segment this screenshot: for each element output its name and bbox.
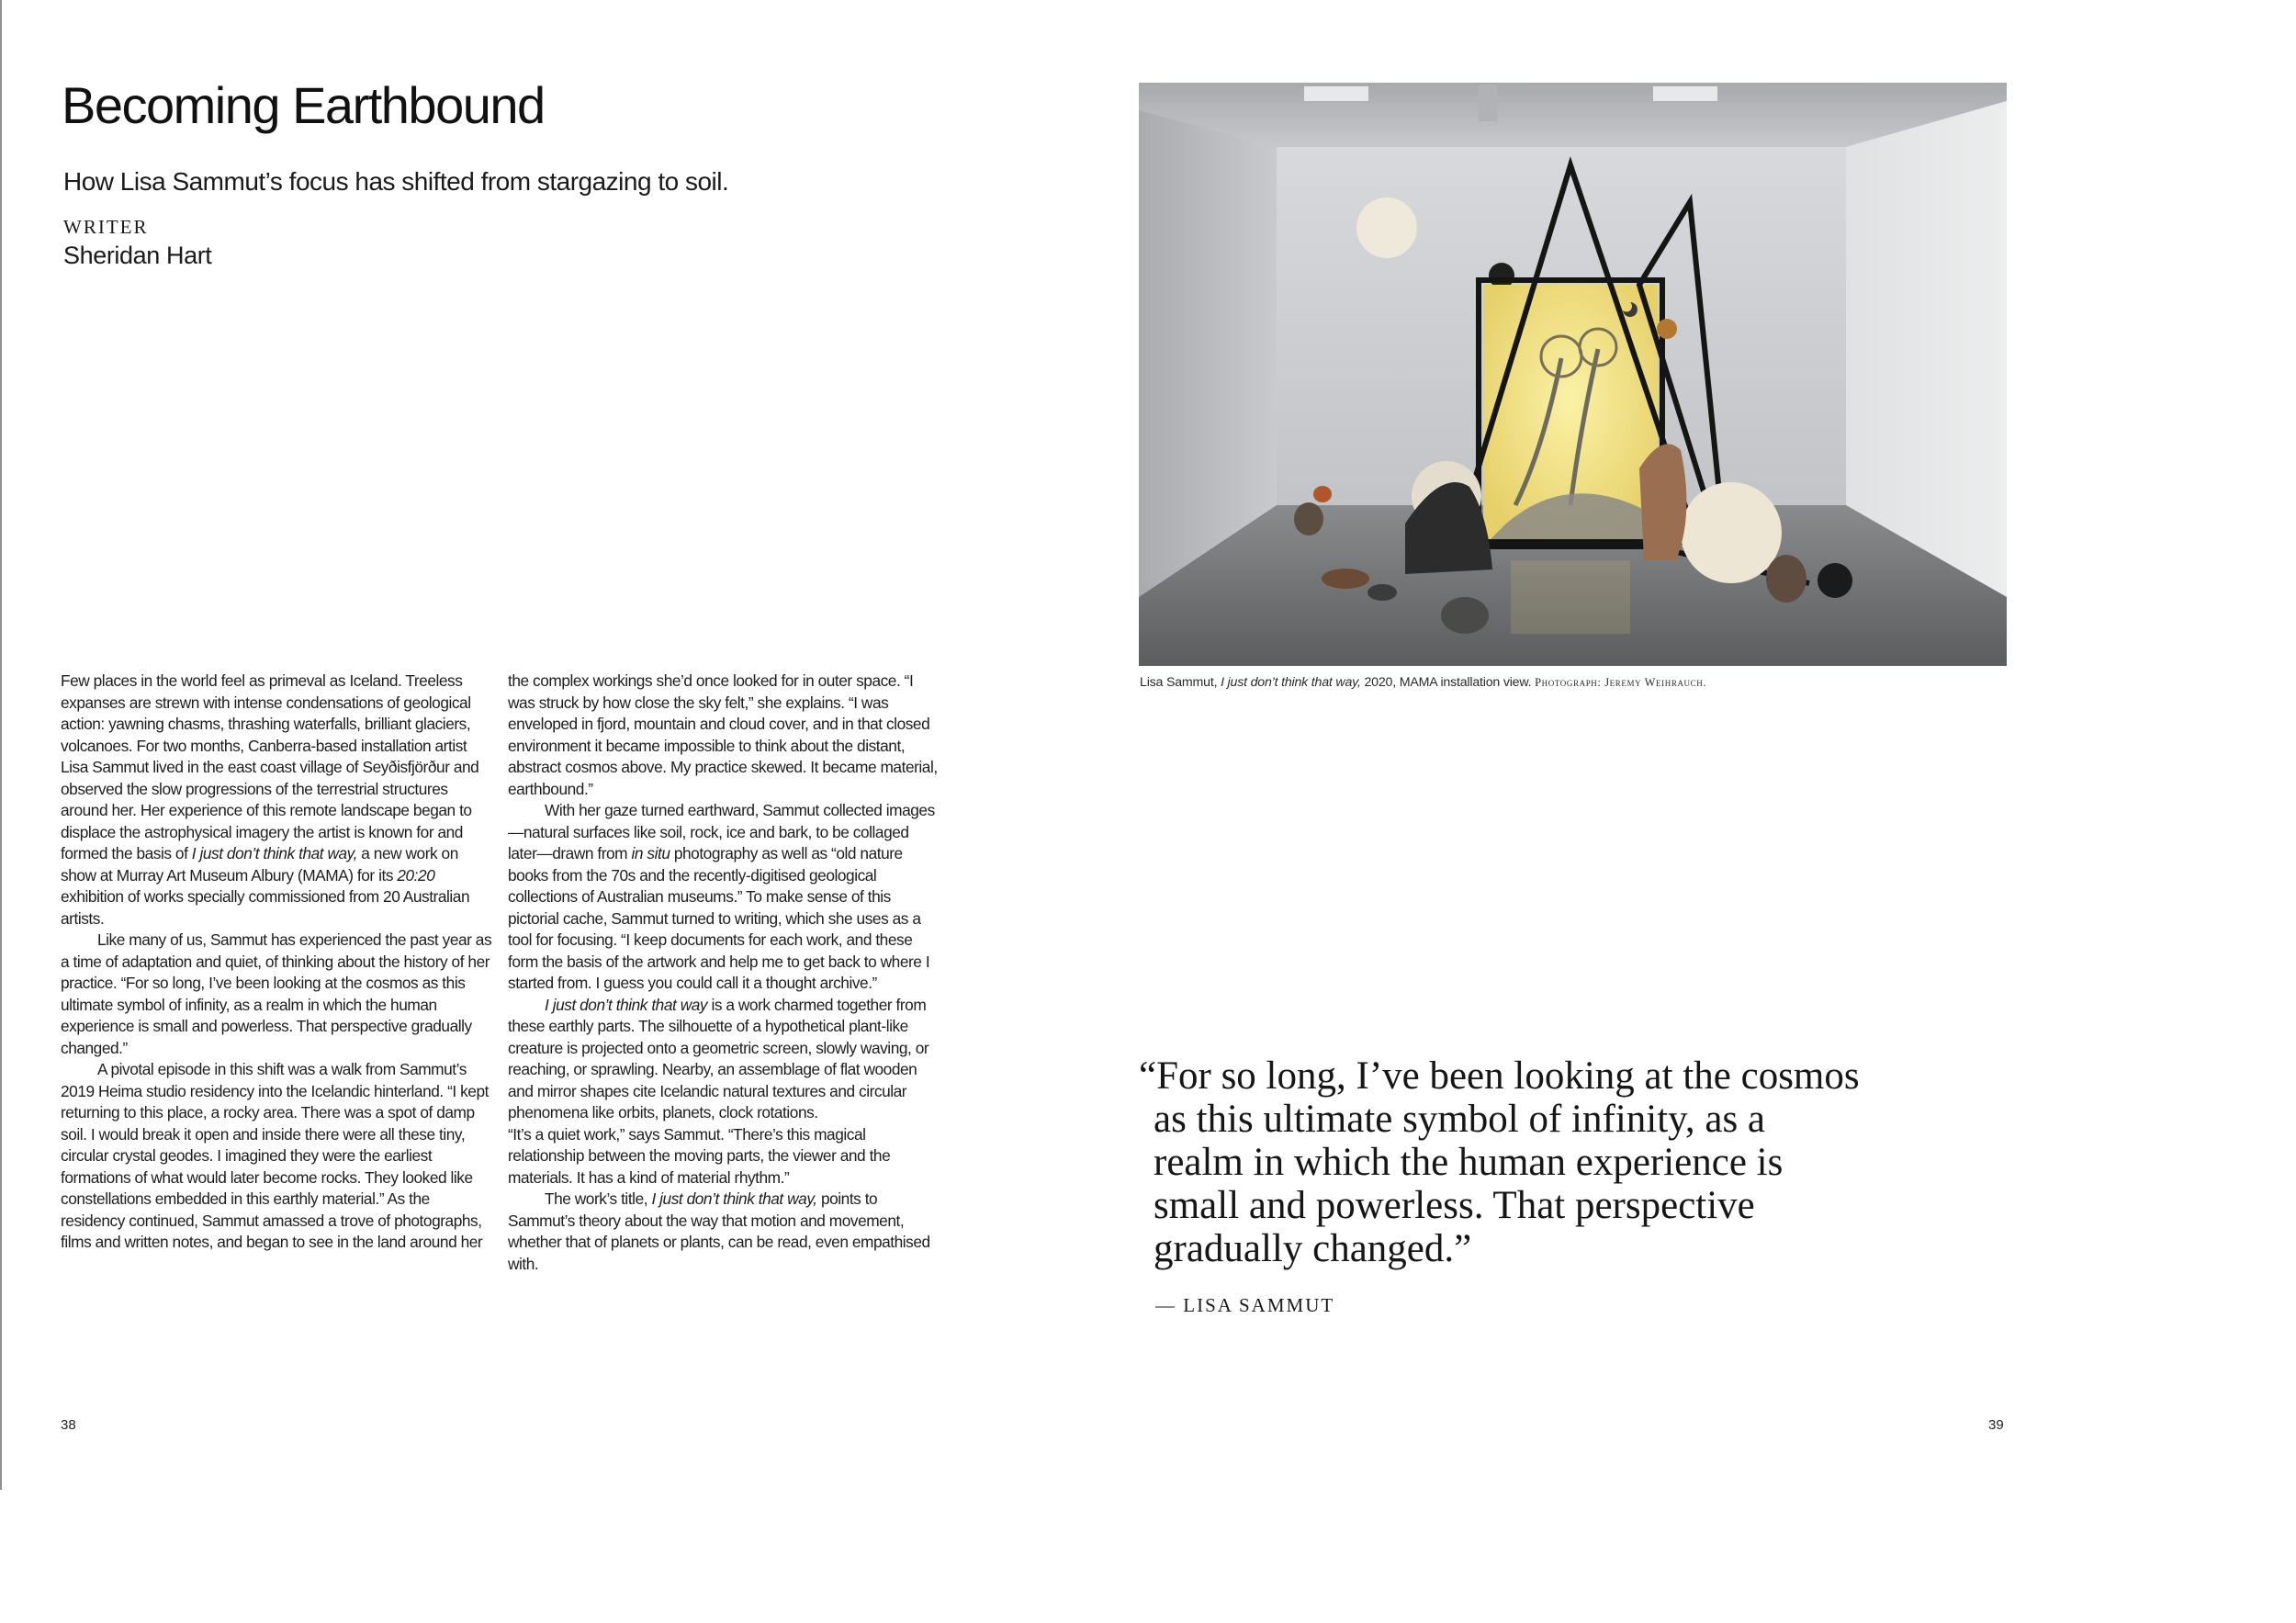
left-page (0, 0, 1139, 1490)
body-column-1 (61, 671, 492, 1254)
text-run: photography as well as “old nature books from the 70s and the recently-digitised geological collections of Australian museums.” To make sense of this pictorial cache, Sammut turned to writing, which she uses as a tool for focusing. “I keep documents for each work, and these form the basis of the artwork and help me to get back to where I started from. I guess you could call it a thought archive.” (508, 844, 930, 992)
right-page (1139, 0, 2296, 1490)
pull-quote-line: gradually changed.” (1154, 1227, 1472, 1270)
text-run: With her gaze turned earthward, Sammut collected images—natural surfaces like soil, rock, ice and bark, to be collaged later—drawn from (508, 801, 935, 862)
installation-photo-illustration (1139, 83, 2007, 666)
work-title: I just don’t think that way, (651, 1189, 817, 1208)
ceiling-skylight (1653, 86, 1717, 101)
exhibition-title: 20:20 (397, 865, 435, 885)
ceiling-vent (1479, 85, 1497, 121)
text-run: exhibition of works specially commissioned from 20 Australian artists. (61, 887, 470, 928)
small-rock (1294, 502, 1323, 535)
article-subtitle: How Lisa Sammut’s focus has shifted from stargazing to soil. (63, 167, 729, 196)
paragraph: “It’s a quiet work,” says Sammut. “There’s this magical relationship between the moving parts, the viewer and the materials. It has a kind of material rhythm.” (508, 1124, 891, 1187)
writer-label: WRITER (63, 216, 149, 238)
article-title: Becoming Earthbound (62, 76, 545, 134)
body-column-2 (508, 671, 940, 1275)
red-stone (1313, 486, 1332, 502)
text-run: The work’s title, (545, 1189, 652, 1208)
small-rock (1367, 584, 1397, 601)
caption-text: 2020, MAMA installation view. (1360, 675, 1536, 690)
pull-quote-line: small and powerless. That perspective (1154, 1184, 1755, 1227)
flat-rock (1322, 569, 1369, 589)
page-number-left: 38 (61, 1417, 76, 1433)
paragraph: A pivotal episode in this shift was a walk from Sammut’s 2019 Heima studio residency into the Icelandic hinterland. “I kept returning to this place, a rocky area. There was a spot of damp soil. I would break it open and inside there were all these tiny, circular crystal geodes. I imagined they were the earliest formations of what would later become rocks. They looked like constellations embedded in this earthly material.” As the residency continued, Sammut amassed a trove of photographs, films and written notes, and began to see in the land around her (61, 1060, 489, 1251)
photo-credit: Photograph: Jeremy Weihrauch. (1535, 676, 1707, 689)
orange-disc (1657, 319, 1677, 339)
paragraph (508, 800, 940, 995)
italic-term: in situ (631, 844, 670, 862)
text-run: a new work on show at Murray Art Museum Albury (MAMA) for its (61, 844, 458, 885)
text-run: is a work charmed together from these earthly parts. The silhouette of a hypothetical plant-like creature is projected onto a geometric screen, slowly waving, or reaching, or sprawling. Nearby, an assemblage of flat wooden and mirror shapes cite Icelandic natural textures and circular phenomena like orbits, planets, clock rotations. (508, 995, 929, 1121)
paragraph (508, 1189, 940, 1275)
floor-reflection (1511, 560, 1630, 634)
installation-photo (1139, 83, 2007, 666)
pull-quote-attribution: — LISA SAMMUT (1155, 1294, 1335, 1316)
pull-quote (1139, 1054, 1965, 1270)
small-black-disc (1489, 263, 1514, 288)
pull-quote-line: realm in which the human experience is (1154, 1141, 1784, 1184)
wall-disc (1356, 197, 1417, 258)
ceiling-skylight (1304, 86, 1368, 101)
paragraph (61, 671, 492, 930)
cream-disc-large (1681, 482, 1782, 583)
pull-quote-line: “For so long, I’ve been looking at the cosmos (1139, 1054, 1860, 1098)
caption-work-title: I just don’t think that way, (1221, 675, 1361, 690)
photo-caption (1140, 675, 1706, 690)
paragraph (508, 995, 940, 1124)
caption-text: Lisa Sammut, (1140, 675, 1221, 690)
geode-rock (1766, 555, 1806, 603)
page-number-right: 39 (1988, 1417, 2004, 1433)
writer-name: Sheridan Hart (63, 242, 212, 269)
work-title: I just don’t think that way, (191, 844, 357, 862)
text-run: Few places in the world feel as primeval as Iceland. Treeless expanses are strewn with intense condensations of geological action: yawning chasms, thrashing waterfalls, brilliant glaciers, volcanoes. For two months, Canberra-based installation artist Lisa Sammut lived in the east coast village of Seyðisfjörður and observed the slow progressions of the terrestrial structures around her. Her experience of this remote landscape began to displace the astrophysical imagery the artist is known for and formed the basis of (61, 671, 479, 862)
speckled-rock (1441, 597, 1489, 634)
text-run: points to Sammut’s theory about the way that motion and movement, whether that of planets or plants, can be read, even empathised with. (508, 1189, 930, 1273)
work-title: I just don’t think that way (545, 995, 708, 1014)
paragraph: Like many of us, Sammut has experienced the past year as a time of adaptation and quiet, of thinking about the history of her practice. “For so long, I’ve been looking at the cosmos as this ultimate symbol of infinity, as a realm in which the human experience is small and powerless. That perspective gradually changed.” (61, 930, 492, 1057)
paragraph: the complex workings she’d once looked for in outer space. “I was struck by how close the sky felt,” she explains. “I was enveloped in fjord, mountain and cloud cover, and in that closed environment it became impossible to think about the distant, abstract cosmos above. My practice skewed. It became material, earthbound.” (508, 671, 938, 798)
rust-rock (1639, 444, 1686, 560)
black-disc-floor (1818, 563, 1852, 598)
pull-quote-line: as this ultimate symbol of infinity, as a (1154, 1098, 1766, 1141)
ceiling (1139, 83, 2007, 147)
